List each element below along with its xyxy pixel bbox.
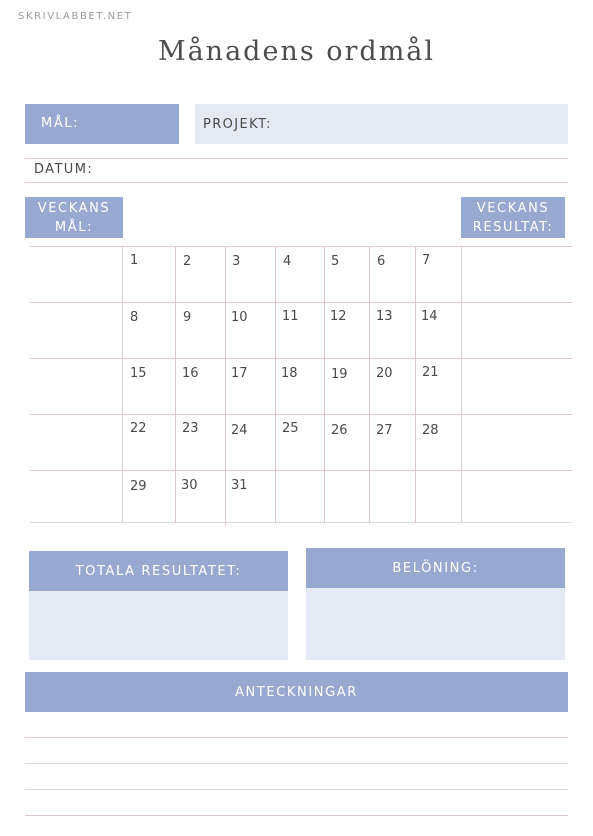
day-number: 29 [130, 479, 147, 494]
grid-col-line [122, 246, 123, 523]
day-number: 22 [130, 421, 147, 436]
grid-col-line [175, 246, 176, 523]
datum-field[interactable] [100, 158, 568, 182]
mal-field[interactable] [25, 104, 179, 144]
grid-col-line [461, 246, 462, 523]
grid-rule [30, 470, 572, 471]
weekly-result-header [461, 197, 565, 238]
day-number: 3 [232, 254, 241, 269]
day-number: 26 [331, 423, 348, 438]
day-number: 21 [422, 365, 439, 380]
day-number: 2 [183, 254, 192, 269]
day-number: 13 [376, 309, 393, 324]
grid-rule [30, 522, 572, 523]
totals-field[interactable] [29, 591, 288, 660]
notes-line[interactable] [25, 789, 568, 790]
projekt-label: PROJEKT: [203, 117, 272, 132]
notes-line[interactable] [25, 815, 568, 816]
reward-field[interactable] [306, 588, 565, 660]
day-number: 30 [181, 478, 198, 493]
day-number: 6 [377, 254, 386, 269]
day-number: 15 [130, 366, 147, 381]
day-number: 18 [281, 366, 298, 381]
grid-col-line [324, 246, 325, 523]
day-number: 4 [283, 254, 292, 269]
grid-rule [30, 246, 572, 247]
page-title: Månadens ordmål [157, 36, 436, 67]
day-number: 7 [422, 253, 431, 268]
weekly-goal-header [25, 197, 123, 238]
day-number: 5 [331, 254, 340, 269]
day-number: 19 [331, 367, 348, 382]
projekt-field[interactable] [195, 104, 568, 144]
day-number: 10 [231, 310, 248, 325]
day-number: 23 [182, 421, 199, 436]
totals-header [29, 551, 288, 591]
reward-label: BELÖNING: [392, 560, 479, 576]
totals-label: TOTALA RESULTATET: [75, 563, 242, 579]
reward-header [306, 548, 565, 588]
datum-bottom-rule [25, 182, 568, 183]
day-number: 8 [130, 310, 139, 325]
grid-col-line [225, 246, 226, 526]
day-number: 16 [182, 366, 199, 381]
mal-label: MÅL: [41, 116, 80, 131]
grid-rule [30, 414, 572, 415]
day-number: 9 [183, 310, 192, 325]
brand-text: SKRIVLABBET.NET [18, 11, 133, 22]
day-number: 27 [376, 423, 393, 438]
notes-label: ANTECKNINGAR [235, 684, 358, 700]
day-number: 11 [282, 309, 299, 324]
grid-col-line [415, 246, 416, 523]
day-number: 12 [330, 309, 347, 324]
datum-label: DATUM: [34, 162, 94, 177]
day-number: 31 [231, 478, 248, 493]
grid-rule [30, 358, 572, 359]
day-number: 24 [231, 423, 248, 438]
day-number: 1 [130, 253, 139, 268]
notes-header [25, 672, 568, 712]
day-number: 28 [422, 423, 439, 438]
day-number: 17 [231, 366, 248, 381]
weekly-result-label: VECKANS RESULTAT: [472, 200, 554, 235]
weekly-goal-label: VECKANS MÅL: [37, 200, 111, 235]
grid-col-line [369, 246, 370, 523]
notes-line[interactable] [25, 763, 568, 764]
day-number: 20 [376, 366, 393, 381]
notes-line[interactable] [25, 737, 568, 738]
day-number: 14 [421, 309, 438, 324]
grid-rule [30, 302, 572, 303]
grid-col-line [275, 246, 276, 523]
day-number: 25 [282, 421, 299, 436]
